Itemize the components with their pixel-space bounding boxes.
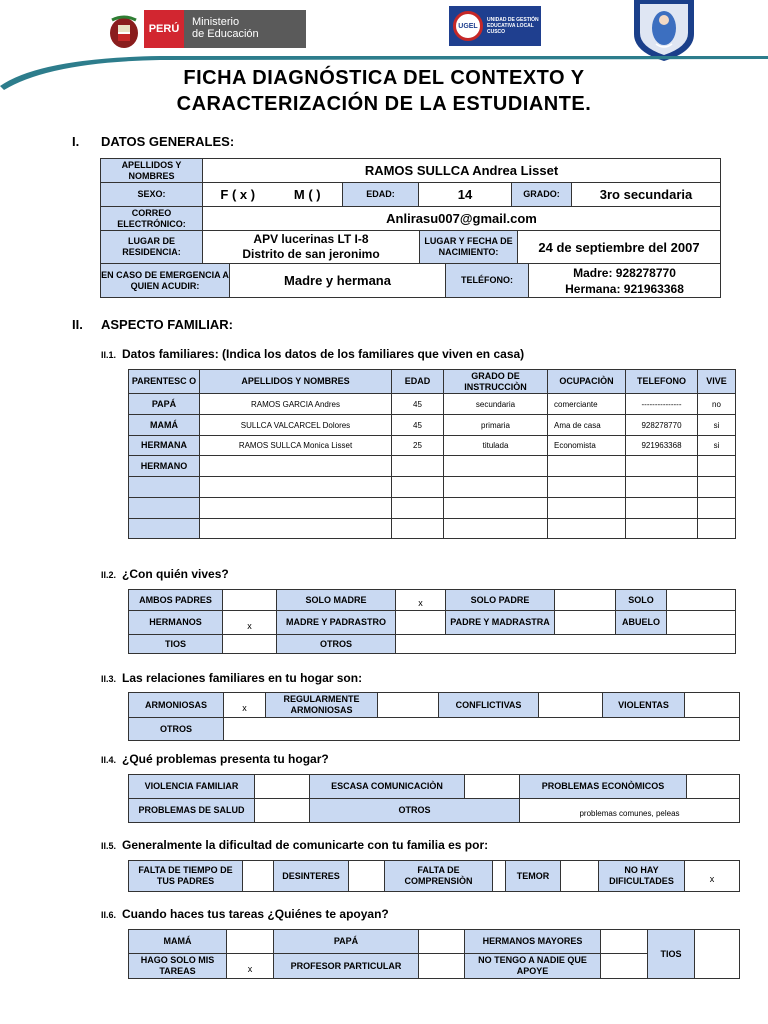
s24-number: II.4.	[101, 755, 117, 765]
fam-cell	[698, 519, 736, 539]
lugar-line2: Distrito de san jeronimo	[242, 247, 380, 261]
tios-label: TIOS	[129, 635, 223, 654]
otros-label: OTROS	[129, 718, 224, 741]
fam-parentesco: HERMANA	[129, 436, 200, 456]
armoniosas-check: x	[224, 693, 266, 718]
papa-check	[419, 930, 465, 954]
falta-comp-check	[493, 861, 506, 892]
fam-row	[129, 436, 736, 456]
s22-heading	[101, 567, 229, 581]
fam-header: TELEFONO	[626, 370, 698, 394]
emergencia-value: Madre y hermana	[230, 264, 446, 298]
otros-value: problemas comunes, peleas	[520, 799, 740, 823]
ugel-line2: EDUCATIVA LOCAL	[487, 23, 534, 29]
fam-parentesco: PAPÁ	[129, 394, 200, 415]
lugar-value	[203, 231, 420, 264]
conflictivas-check	[539, 693, 603, 718]
fam-cell: RAMOS GARCIA Andres	[200, 394, 392, 415]
fam-header: APELLIDOS Y NOMBRES	[200, 370, 392, 394]
sexo-label: SEXO:	[101, 183, 203, 207]
solo-padre-label: SOLO PADRE	[446, 590, 555, 611]
fam-cell: 921963368	[626, 436, 698, 456]
temor-label: TEMOR	[506, 861, 561, 892]
no-hay-check: x	[685, 861, 740, 892]
correo-value: Anlirasu007@gmail.com	[203, 207, 721, 231]
fam-cell	[200, 456, 392, 477]
telefono-value	[529, 264, 721, 298]
s2-number: II.	[72, 317, 83, 332]
fam-header: EDAD	[392, 370, 444, 394]
solo-madre-check: x	[396, 590, 446, 611]
s26-number: II.6.	[101, 910, 117, 920]
fam-cell: RAMOS SULLCA Monica Lisset	[200, 436, 392, 456]
fam-cell	[548, 519, 626, 539]
desinteres-check	[349, 861, 385, 892]
s2-title: ASPECTO FAMILIAR:	[101, 317, 233, 332]
temor-check	[561, 861, 599, 892]
fam-cell	[444, 498, 548, 519]
fam-cell: ---------------	[626, 394, 698, 415]
fam-row	[129, 415, 736, 436]
fam-cell: 928278770	[626, 415, 698, 436]
fam-cell	[392, 519, 444, 539]
abuelo-label: ABUELO	[616, 611, 667, 635]
mama-label: MAMÁ	[129, 930, 227, 954]
hermanos-check: x	[223, 611, 277, 635]
otros-check	[396, 635, 736, 654]
s23-number: II.3.	[101, 674, 117, 684]
solo-padre-check	[555, 590, 616, 611]
solo-label: HAGO SOLO MIS TAREAS	[129, 954, 227, 979]
fam-cell: si	[698, 436, 736, 456]
fam-cell	[698, 498, 736, 519]
fam-cell	[392, 498, 444, 519]
solo-label: SOLO	[616, 590, 667, 611]
tios-label: TIOS	[648, 930, 695, 979]
fam-cell: titulada	[444, 436, 548, 456]
tios-check	[695, 930, 740, 979]
school-crest-text	[0, 0, 1, 1]
fam-cell	[548, 456, 626, 477]
fam-cell	[626, 519, 698, 539]
s22-title: ¿Con quién vives?	[122, 567, 229, 581]
s1-number: I.	[72, 134, 80, 149]
fam-cell: 45	[392, 394, 444, 415]
nacimiento-label: LUGAR Y FECHA DE NACIMIENTO:	[420, 231, 518, 264]
problemas-table	[128, 774, 740, 823]
economicos-check	[687, 775, 740, 799]
fam-cell	[444, 477, 548, 498]
fam-parentesco	[129, 519, 200, 539]
fam-cell: primaria	[444, 415, 548, 436]
falta-tiempo-check	[243, 861, 274, 892]
economicos-label: PROBLEMAS ECONÒMICOS	[520, 775, 687, 799]
s25-heading	[101, 838, 488, 852]
hermanos-label: HERMANOS MAYORES	[465, 930, 601, 954]
fam-cell	[626, 498, 698, 519]
fam-header: GRADO DE INSTRUCCIÒN	[444, 370, 548, 394]
fam-cell: Economista	[548, 436, 626, 456]
desinteres-label: DESINTERES	[274, 861, 349, 892]
ministerio-line1: Ministerio	[192, 16, 240, 28]
fam-cell: si	[698, 415, 736, 436]
fam-cell: no	[698, 394, 736, 415]
datos-generales-table-1	[100, 158, 721, 183]
fam-cell: secundaria	[444, 394, 548, 415]
fam-header: OCUPACIÒN	[548, 370, 626, 394]
madre-padrastro-check	[396, 611, 446, 635]
fam-cell	[444, 519, 548, 539]
salud-check	[255, 799, 310, 823]
sexo-f: F ( x )	[203, 183, 273, 207]
tios-check	[223, 635, 277, 654]
s24-heading	[101, 752, 329, 766]
sexo-m: M ( )	[273, 183, 343, 207]
lugar-label: LUGAR DE RESIDENCIA:	[101, 231, 203, 264]
fam-header: PARENTESC O	[129, 370, 200, 394]
s22-number: II.2.	[101, 570, 117, 580]
ugel-logo	[449, 6, 541, 46]
fam-cell	[626, 477, 698, 498]
edad-value: 14	[419, 183, 512, 207]
fam-row	[129, 498, 736, 519]
fam-parentesco	[129, 498, 200, 519]
fam-cell: 45	[392, 415, 444, 436]
violencia-label: VIOLENCIA FAMILIAR	[129, 775, 255, 799]
hermanos-check	[601, 930, 648, 954]
s25-title: Generalmente la dificultad de comunicarte con tu familia es por:	[122, 838, 489, 852]
s26-title: Cuando haces tus tareas ¿Quiénes te apoyan?	[122, 907, 389, 921]
fam-cell	[548, 477, 626, 498]
fam-cell	[392, 477, 444, 498]
fam-parentesco: MAMÁ	[129, 415, 200, 436]
peru-label: PERÚ	[144, 10, 184, 48]
s23-heading	[101, 671, 362, 685]
fam-cell	[392, 456, 444, 477]
grado-value: 3ro secundaria	[572, 183, 721, 207]
con-quien-vives-table	[128, 589, 736, 654]
title-line2: CARACTERIZACIÓN DE LA ESTUDIANTE.	[176, 93, 592, 115]
hermanos-label: HERMANOS	[129, 611, 223, 635]
papa-label: PAPÁ	[274, 930, 419, 954]
apellidos-value: RAMOS SULLCA Andrea Lisset	[203, 159, 721, 183]
fam-row	[129, 456, 736, 477]
peru-crest-logo	[107, 14, 141, 50]
padre-madrastra-check	[555, 611, 616, 635]
apoyo-tareas-table	[128, 929, 740, 979]
armoniosas-label: ARMONIOSAS	[129, 693, 224, 718]
datos-generales-table-5	[100, 263, 721, 298]
minedu-logo	[144, 10, 306, 48]
abuelo-check	[667, 611, 736, 635]
nadie-label: NO TENGO A NADIE QUE APOYE	[465, 954, 601, 979]
profesor-check	[419, 954, 465, 979]
fam-cell: comerciante	[548, 394, 626, 415]
fam-cell	[200, 519, 392, 539]
familiares-table	[128, 369, 736, 539]
salud-label: PROBLEMAS DE SALUD	[129, 799, 255, 823]
fam-header: VIVE	[698, 370, 736, 394]
falta-comp-label: FALTA DE COMPRENSIÒN	[385, 861, 493, 892]
ambos-padres-label: AMBOS PADRES	[129, 590, 223, 611]
s21-heading	[101, 347, 524, 361]
fam-cell: 25	[392, 436, 444, 456]
regular-label: REGULARMENTE ARMONIOSAS	[266, 693, 378, 718]
datos-generales-table-3	[100, 206, 721, 231]
relaciones-table	[128, 692, 740, 741]
s24-title: ¿Qué problemas presenta tu hogar?	[122, 752, 329, 766]
escasa-check	[465, 775, 520, 799]
grado-label: GRADO:	[512, 183, 572, 207]
fam-cell	[626, 456, 698, 477]
fam-cell	[698, 456, 736, 477]
ugel-emblem: UGEL	[453, 11, 483, 41]
datos-generales-table-2	[100, 182, 721, 207]
lugar-line1: APV lucerinas LT I-8	[253, 232, 369, 246]
ugel-line1: UNIDAD DE GESTIÓN	[487, 17, 539, 23]
padre-madrastra-label: PADRE Y MADRASTRA	[446, 611, 555, 635]
datos-generales-table-4	[100, 230, 721, 264]
emergencia-label: EN CASO DE EMERGENCIA A QUIEN ACUDIR:	[101, 264, 230, 298]
ministerio-line2: de Educación	[192, 28, 259, 40]
solo-check	[667, 590, 736, 611]
apellidos-label: APELLIDOS Y NOMBRES	[101, 159, 203, 183]
regular-check	[378, 693, 439, 718]
no-hay-label: NO HAY DIFICULTADES	[599, 861, 685, 892]
falta-tiempo-label: FALTA DE TIEMPO DE TUS PADRES	[129, 861, 243, 892]
conflictivas-label: CONFLICTIVAS	[439, 693, 539, 718]
fam-cell	[698, 477, 736, 498]
solo-check: x	[227, 954, 274, 979]
s21-title: Datos familiares: (Indica los datos de los familiares que viven en casa)	[122, 347, 525, 361]
s1-title: DATOS GENERALES:	[101, 134, 235, 149]
fam-row	[129, 394, 736, 415]
mama-check	[227, 930, 274, 954]
correo-label: CORREO ELECTRÓNICO:	[101, 207, 203, 231]
ugel-line3: CUSCO	[487, 29, 506, 35]
madre-padrastro-label: MADRE Y PADRASTRO	[277, 611, 396, 635]
fam-row	[129, 519, 736, 539]
s26-heading	[101, 907, 389, 921]
telefono-line1: Madre: 928278770	[573, 265, 676, 280]
violencia-check	[255, 775, 310, 799]
fam-cell	[444, 456, 548, 477]
fam-cell	[200, 477, 392, 498]
fam-cell	[200, 498, 392, 519]
s21-number: II.1.	[101, 350, 117, 360]
title-line1: FICHA DIAGNÓSTICA DEL CONTEXTO Y	[183, 67, 585, 89]
ambos-padres-check	[223, 590, 277, 611]
fam-cell	[548, 498, 626, 519]
fam-parentesco	[129, 477, 200, 498]
telefono-label: TELÉFONO:	[446, 264, 529, 298]
solo-madre-label: SOLO MADRE	[277, 590, 396, 611]
edad-label: EDAD:	[343, 183, 419, 207]
otros-value	[224, 718, 740, 741]
otros-label: OTROS	[310, 799, 520, 823]
profesor-label: PROFESOR PARTICULAR	[274, 954, 419, 979]
fam-parentesco: HERMANO	[129, 456, 200, 477]
fam-row	[129, 477, 736, 498]
telefono-line2: Hermana: 921963368	[565, 281, 684, 296]
violentas-label: VIOLENTAS	[603, 693, 685, 718]
dificultad-table	[128, 860, 740, 892]
fam-cell: Ama de casa	[548, 415, 626, 436]
violentas-check	[685, 693, 740, 718]
otros-label: OTROS	[277, 635, 396, 654]
s23-title: Las relaciones familiares en tu hogar son:	[122, 671, 363, 685]
nadie-check	[601, 954, 648, 979]
s25-number: II.5.	[101, 841, 117, 851]
fam-cell: SULLCA VALCARCEL Dolores	[200, 415, 392, 436]
nacimiento-value: 24 de septiembre del 2007	[518, 231, 721, 264]
escasa-label: ESCASA COMUNICACIÒN	[310, 775, 465, 799]
